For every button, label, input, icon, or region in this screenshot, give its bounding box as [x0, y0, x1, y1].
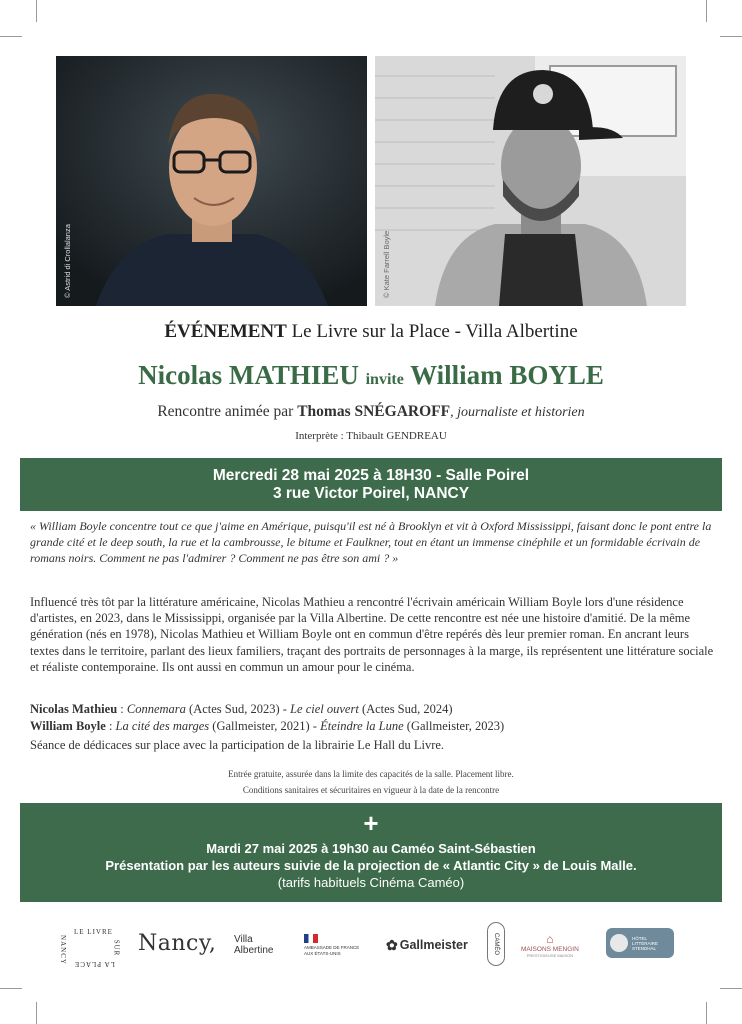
logo-villa-albertine [234, 930, 273, 960]
second-event-prices: (tarifs habituels Cinéma Caméo) [277, 875, 465, 890]
crop-mark [720, 988, 742, 989]
book-author: William Boyle [30, 718, 106, 733]
logo-text: LITTÉRAIRE [632, 940, 659, 946]
access-info-line: Entrée gratuite, assurée dans la limite des capacités de la salle. Placement libre. [228, 769, 514, 779]
crop-mark [720, 36, 742, 37]
logo-text: Gallmeister [399, 938, 468, 952]
crop-mark [706, 0, 707, 22]
book-publisher: (Actes Sud, 2024) [358, 702, 453, 716]
book-publisher: (Actes Sud, 2023) - [185, 702, 291, 716]
crop-mark [36, 1002, 37, 1024]
second-event-date: Mardi 27 mai 2025 à 19h30 au Caméo Saint-Sébastien [206, 841, 536, 856]
event-name: Le Livre sur la Place - Villa Albertine [291, 321, 578, 342]
access-info-line: Conditions sanitaires et sécuritaires en vigueur à la date de la rencontre [242, 785, 500, 795]
signing-note: Séance de dédicaces sur place avec la participation de la librairie Le Hall du Livre. [30, 738, 445, 752]
logo-maisons-mengin [521, 928, 579, 962]
book-title: La cité des marges [115, 718, 210, 733]
crop-mark [706, 1002, 707, 1024]
book-publisher: (Gallmeister, 2023) [403, 718, 505, 733]
logo-le-livre-sur-la-place [60, 924, 122, 970]
event-date: Mercredi 28 mai 2025 à 18H30 - Salle Poirel [212, 467, 530, 484]
crop-mark [0, 36, 22, 37]
logo-text: SUR [112, 939, 121, 957]
logo-text: HÔTEL [632, 935, 648, 941]
bibliography-boyle: William Boyle : La cité des marges (Gallmeister, 2021) - Éteindre la Lune (Gallmeister, 2023) [30, 718, 505, 733]
book-title: Le ciel ouvert [290, 702, 359, 716]
logo-text: MAISONS MENGIN [521, 946, 579, 953]
logo-text: Albertine [234, 945, 274, 956]
crop-mark [36, 0, 37, 22]
logo-text: Villa [234, 934, 253, 945]
logo-text: LA PLACE [74, 960, 115, 968]
author-1: Nicolas MATHIEU [138, 360, 359, 390]
logo-text: AMBASSADE DE FRANCE [304, 945, 360, 950]
logo-hotel-litteraire-stendhal [606, 928, 674, 958]
partner-logos [0, 920, 742, 970]
portrait-nicolas-mathieu [56, 56, 367, 306]
bibliography-mathieu: Nicolas Mathieu : Connemara (Actes Sud, 2023) - Le ciel ouvert (Actes Sud, 2024) [30, 702, 453, 716]
photo-credit: © Kate Farrell Boyle [382, 230, 391, 298]
book-publisher: (Gallmeister, 2021) - [209, 718, 321, 733]
main-event-banner [20, 458, 722, 511]
logo-text: LE LIVRE [74, 928, 113, 936]
event-keyword: ÉVÉNEMENT [164, 321, 287, 342]
moderator-line [0, 403, 742, 421]
logo-text: AUX ÉTATS-UNIS [304, 950, 341, 956]
portrait-william-boyle [375, 56, 686, 306]
house-icon: ⌂ [546, 932, 554, 946]
logo-nancy: Nancy, [138, 930, 217, 956]
second-event-description: Présentation par les auteurs suivie de la projection de « Atlantic City » de Louis Malle. [105, 858, 637, 873]
portrait-icon [610, 934, 628, 952]
photo-credit: © Astrid di Crollalanza [63, 224, 72, 298]
logo-text: NANCY [58, 935, 67, 965]
moderator-name: Thomas SNÉGAROFF [297, 403, 451, 420]
event-address: 3 rue Victor Poirel, NANCY [272, 485, 470, 502]
logo-text: PRESTIGIEUSE MAISON [526, 953, 574, 958]
book-title: Connemara [126, 702, 186, 716]
flag-icon [304, 934, 318, 943]
logo-cameo: CAMÉO [487, 922, 505, 966]
plus-sign: + [363, 808, 379, 838]
logo-ambassade-de-france [304, 930, 359, 960]
logo-text: STENDHAL [632, 945, 657, 951]
access-info [0, 766, 742, 798]
book-author: Nicolas Mathieu [30, 702, 118, 716]
headline [0, 360, 742, 391]
crop-mark [0, 988, 22, 989]
quote: « William Boyle concentre tout ce que j'aime en Amérique, puisqu'il est né à Brooklyn et vit à Oxford Mississippi, faisant donc le pont entre la grande cité et le deep south, la rue et la cambrousse, le bitume et Faulkner, tout en étant un immense cinéphile et un formidable écrivain de romans noirs. Comment ne pas l'admirer ? Comment ne pas être son ami ? » [30, 519, 712, 565]
interpreter-line: Interprète : Thibault GENDREAU [295, 430, 447, 442]
invite-word: invite [365, 371, 404, 388]
bibliography [30, 701, 718, 734]
paw-icon: ✿ [386, 936, 398, 953]
logo-gallmeister [386, 932, 468, 958]
description-paragraph: Influencé très tôt par la littérature américaine, Nicolas Mathieu a rencontré l'écrivain américain William Boyle lors d'une résidence d'artistes, en 2023, dans le Mississippi, organisée par la Villa Albertine. De cette rencontre est née une histoire d'amitié. De la même génération (nés en 1978), Nicolas Mathieu et William Boyle ont en commun d'être repérés dès leur premier roman. En ancrant leurs textes dans le territoire, parlant des lieux familiers, traçant des portraits de personnages à la marge, ils représentent une littérature sociale et réaliste contemporaine. Ils ont aussi en commun un amour pour le cinéma. [30, 595, 714, 674]
book-title: Éteindre la Lune [320, 718, 404, 733]
logo-text-block [632, 936, 658, 951]
moderator-role: , journaliste et historien [450, 405, 585, 420]
author-2: William BOYLE [410, 360, 604, 390]
second-event-banner [20, 803, 722, 902]
moderator-prefix: Rencontre animée par [157, 403, 294, 420]
event-title [0, 321, 742, 343]
